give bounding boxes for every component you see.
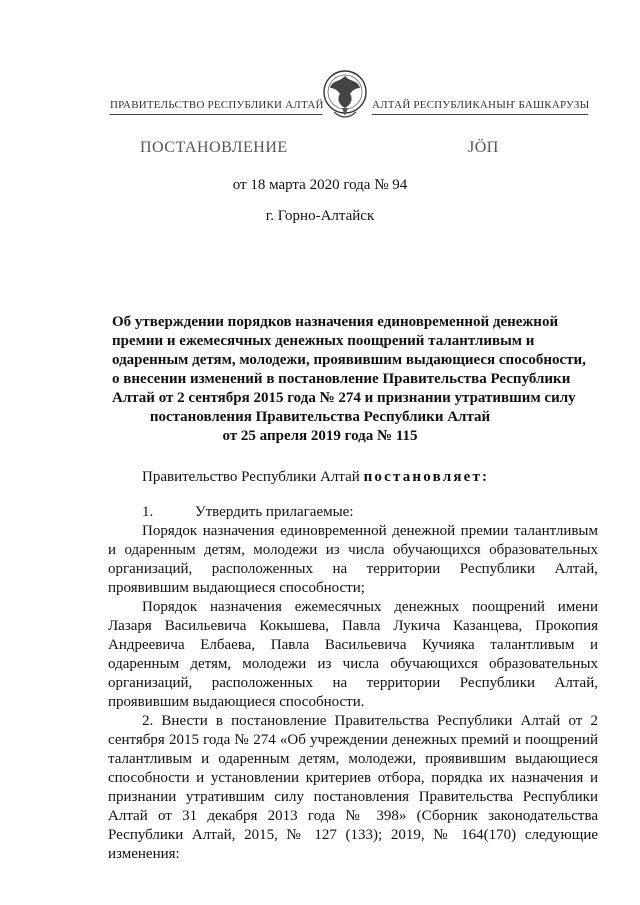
title-line: о внесении изменений в постановление Правительства Республики — [112, 371, 571, 387]
resolution-issuer: Правительство Республики Алтай — [142, 469, 360, 485]
title-line: одаренным детям, молодежи, проявившим выдающиеся способности, — [112, 352, 586, 368]
paragraph-premium-procedure: Порядок назначения единовременной денежной премии талантливым и одаренным детям, молодежи из числа обучающихся образовательных организаций, расположенных на территории Республики Алтай, проявившим выдающиеся способности; — [108, 523, 598, 596]
clause-text: Утвердить прилагаемые: — [195, 504, 354, 520]
title-line: Алтай от 2 сентября 2015 года № 274 и признании утратившим силу — [112, 390, 576, 406]
title-line: премии и ежемесячных денежных поощрений талантливым и — [112, 333, 535, 349]
header-rule-right — [372, 114, 588, 115]
paragraph-amendments: 2. Внести в постановление Правительства Республики Алтай от 2 сентября 2015 года № 274 «Об учреждении денежных премий и поощрений талантливым и одаренным детям, молодежи, проявившим выдающиеся способности и установлении критериев отбора, порядка их назначения и признании утратившим силу постановления Правительства Республики Алтай от 31 декабря 2013 года № 398» (Сборник законодательства Республики Алтай, 2015, № 127 (133); 2019, № 164(170) следующие изменения: — [108, 713, 598, 862]
header-rule-left — [110, 114, 322, 115]
government-name-russian: ПРАВИТЕЛЬСТВО РЕСПУБЛИКИ АЛТАЙ — [110, 99, 324, 111]
title-line: Об утверждении порядков назначения единовременной денежной — [112, 314, 559, 330]
document-title — [112, 313, 586, 446]
document-body — [108, 468, 598, 864]
clause-number: 1. — [142, 504, 154, 520]
clause-1-heading — [108, 503, 598, 522]
title-line: от 25 апреля 2019 года № 115 — [222, 428, 418, 444]
document-type-altai: ЈӦП — [468, 139, 499, 156]
title-line: постановления Правительства Республики Алтай — [149, 409, 491, 425]
government-name-altai: АЛТАЙ РЕСПУБЛИКАНЫҤ БАШКАРУЗЫ — [372, 99, 590, 111]
document-date: от 18 марта 2020 года № 94 — [232, 177, 408, 193]
coat-of-arms-emblem-icon — [320, 64, 370, 126]
document-type-russian: ПОСТАНОВЛЕНИЕ — [140, 139, 288, 156]
resolution-intro — [108, 468, 598, 487]
resolution-verb: постановляет: — [363, 469, 490, 485]
document-city: г. Горно-Алтайск — [265, 208, 375, 224]
paragraph-monthly-rewards-procedure: Порядок назначения ежемесячных денежных поощрений имени Лазаря Васильевича Кокышева, Павла Лукича Казанцева, Прокопия Андреевича Елбаева, Павла Васильевича Кучияка талантливым и одаренным детям, молодежи из числа обучающихся образовательных организаций, расположенных на территории Республики Алтай, проявившим выдающиеся способности. — [108, 599, 598, 710]
